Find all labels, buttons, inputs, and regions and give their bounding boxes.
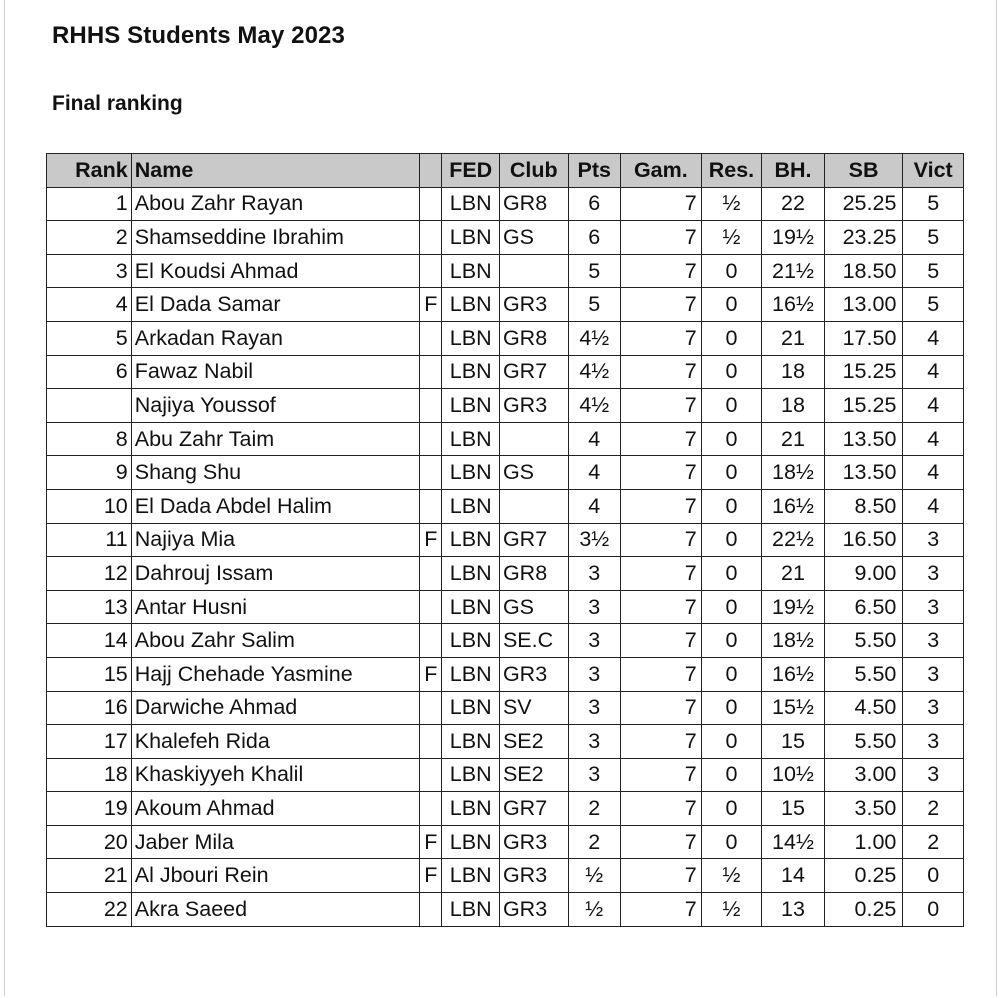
- cell-sex: [420, 187, 442, 221]
- cell-bh: 13: [762, 893, 825, 927]
- ranking-table: [46, 153, 964, 927]
- cell-sb: 16.50: [824, 523, 903, 557]
- table-row: [47, 725, 964, 759]
- cell-sex: [420, 624, 442, 658]
- cell-club: GR3: [499, 893, 568, 927]
- cell-gam: 7: [620, 489, 701, 523]
- cell-rank: 8: [47, 422, 132, 456]
- cell-res: ½: [701, 893, 762, 927]
- cell-vict: 3: [903, 624, 964, 658]
- cell-sex: [420, 792, 442, 826]
- cell-vict: 2: [903, 825, 964, 859]
- cell-club: GR7: [499, 792, 568, 826]
- cell-name: Khaskiyyeh Khalil: [131, 758, 420, 792]
- cell-pts: 3: [568, 590, 620, 624]
- cell-res: 0: [701, 355, 762, 389]
- cell-sb: 17.50: [824, 321, 903, 355]
- cell-name: Antar Husni: [131, 590, 420, 624]
- cell-gam: 7: [620, 355, 701, 389]
- cell-res: 0: [701, 758, 762, 792]
- cell-res: 0: [701, 489, 762, 523]
- cell-gam: 7: [620, 389, 701, 423]
- cell-vict: 5: [903, 288, 964, 322]
- cell-bh: 21: [762, 422, 825, 456]
- cell-gam: 7: [620, 288, 701, 322]
- cell-fed: LBN: [442, 422, 500, 456]
- cell-pts: 4: [568, 422, 620, 456]
- cell-res: 0: [701, 624, 762, 658]
- cell-gam: 7: [620, 624, 701, 658]
- cell-gam: 7: [620, 557, 701, 591]
- cell-club: GR7: [499, 523, 568, 557]
- table-row: [47, 288, 964, 322]
- cell-res: 0: [701, 557, 762, 591]
- cell-bh: 21½: [762, 254, 825, 288]
- cell-fed: LBN: [442, 355, 500, 389]
- cell-rank: 13: [47, 590, 132, 624]
- cell-club: GS: [499, 590, 568, 624]
- cell-vict: 3: [903, 557, 964, 591]
- cell-name: Shamseddine Ibrahim: [131, 221, 420, 255]
- cell-club: GR8: [499, 187, 568, 221]
- cell-gam: 7: [620, 221, 701, 255]
- table-row: [47, 590, 964, 624]
- cell-sex: [420, 557, 442, 591]
- cell-bh: 18½: [762, 456, 825, 490]
- table-row: [47, 893, 964, 927]
- cell-rank: 19: [47, 792, 132, 826]
- cell-club: [499, 254, 568, 288]
- cell-name: El Koudsi Ahmad: [131, 254, 420, 288]
- cell-pts: ½: [568, 859, 620, 893]
- cell-pts: 4½: [568, 389, 620, 423]
- cell-rank: 17: [47, 725, 132, 759]
- cell-sex: [420, 893, 442, 927]
- cell-rank: 21: [47, 859, 132, 893]
- cell-pts: 5: [568, 288, 620, 322]
- table-row: [47, 456, 964, 490]
- cell-pts: 3: [568, 691, 620, 725]
- cell-gam: 7: [620, 321, 701, 355]
- cell-club: GR3: [499, 657, 568, 691]
- cell-sex: F: [420, 288, 442, 322]
- cell-pts: 4: [568, 489, 620, 523]
- cell-club: GR3: [499, 859, 568, 893]
- cell-vict: 3: [903, 758, 964, 792]
- cell-vict: 5: [903, 221, 964, 255]
- cell-name: Arkadan Rayan: [131, 321, 420, 355]
- cell-gam: 7: [620, 725, 701, 759]
- cell-gam: 7: [620, 187, 701, 221]
- cell-club: GS: [499, 221, 568, 255]
- cell-club: [499, 422, 568, 456]
- header-name: Name: [131, 154, 420, 188]
- table-row: [47, 187, 964, 221]
- cell-name: Najiya Mia: [131, 523, 420, 557]
- cell-rank: 22: [47, 893, 132, 927]
- cell-vict: 3: [903, 590, 964, 624]
- cell-fed: LBN: [442, 557, 500, 591]
- cell-sex: [420, 691, 442, 725]
- cell-fed: LBN: [442, 657, 500, 691]
- table-row: [47, 355, 964, 389]
- cell-club: SE2: [499, 725, 568, 759]
- table-body: [47, 187, 964, 926]
- cell-vict: 4: [903, 422, 964, 456]
- cell-fed: LBN: [442, 725, 500, 759]
- cell-pts: 3: [568, 657, 620, 691]
- cell-pts: 4½: [568, 321, 620, 355]
- cell-sex: [420, 389, 442, 423]
- cell-sb: 13.00: [824, 288, 903, 322]
- cell-vict: 3: [903, 523, 964, 557]
- cell-res: 0: [701, 657, 762, 691]
- cell-pts: 2: [568, 825, 620, 859]
- cell-res: 0: [701, 321, 762, 355]
- cell-fed: LBN: [442, 691, 500, 725]
- cell-bh: 22½: [762, 523, 825, 557]
- cell-sb: 8.50: [824, 489, 903, 523]
- cell-fed: LBN: [442, 221, 500, 255]
- cell-rank: 11: [47, 523, 132, 557]
- cell-rank: 10: [47, 489, 132, 523]
- cell-sex: [420, 355, 442, 389]
- cell-sex: [420, 456, 442, 490]
- cell-name: Shang Shu: [131, 456, 420, 490]
- cell-fed: LBN: [442, 758, 500, 792]
- cell-bh: 15: [762, 725, 825, 759]
- cell-sb: 3.00: [824, 758, 903, 792]
- cell-name: Jaber Mila: [131, 825, 420, 859]
- cell-pts: 4½: [568, 355, 620, 389]
- cell-res: 0: [701, 792, 762, 826]
- cell-sex: [420, 254, 442, 288]
- cell-name: Hajj Chehade Yasmine: [131, 657, 420, 691]
- cell-res: 0: [701, 456, 762, 490]
- cell-name: Fawaz Nabil: [131, 355, 420, 389]
- cell-club: GR8: [499, 321, 568, 355]
- cell-gam: 7: [620, 792, 701, 826]
- cell-sex: [420, 489, 442, 523]
- cell-sex: [420, 422, 442, 456]
- cell-vict: 5: [903, 187, 964, 221]
- cell-sb: 0.25: [824, 893, 903, 927]
- cell-rank: 12: [47, 557, 132, 591]
- cell-bh: 18½: [762, 624, 825, 658]
- table-row: [47, 254, 964, 288]
- cell-rank: 9: [47, 456, 132, 490]
- cell-pts: 3: [568, 557, 620, 591]
- cell-pts: 5: [568, 254, 620, 288]
- cell-rank: 2: [47, 221, 132, 255]
- cell-res: 0: [701, 691, 762, 725]
- cell-vict: 4: [903, 489, 964, 523]
- cell-vict: 4: [903, 355, 964, 389]
- page-title: RHHS Students May 2023: [52, 22, 345, 49]
- cell-bh: 16½: [762, 657, 825, 691]
- cell-club: SE.C: [499, 624, 568, 658]
- cell-sb: 1.00: [824, 825, 903, 859]
- cell-fed: LBN: [442, 590, 500, 624]
- table-row: [47, 321, 964, 355]
- header-club: Club: [499, 154, 568, 188]
- cell-bh: 16½: [762, 288, 825, 322]
- cell-fed: LBN: [442, 254, 500, 288]
- table-row: [47, 758, 964, 792]
- cell-sb: 15.25: [824, 355, 903, 389]
- cell-sex: F: [420, 657, 442, 691]
- cell-club: GR8: [499, 557, 568, 591]
- cell-sex: [420, 221, 442, 255]
- cell-bh: 16½: [762, 489, 825, 523]
- cell-vict: 4: [903, 389, 964, 423]
- table-row: [47, 523, 964, 557]
- cell-sex: [420, 590, 442, 624]
- table-header-row: [47, 154, 964, 188]
- cell-bh: 18: [762, 389, 825, 423]
- cell-club: SV: [499, 691, 568, 725]
- cell-rank: 18: [47, 758, 132, 792]
- cell-pts: 6: [568, 187, 620, 221]
- cell-res: ½: [701, 221, 762, 255]
- cell-gam: 7: [620, 859, 701, 893]
- cell-gam: 7: [620, 456, 701, 490]
- header-rank: Rank: [47, 154, 132, 188]
- cell-sb: 9.00: [824, 557, 903, 591]
- cell-pts: ½: [568, 893, 620, 927]
- cell-rank: 5: [47, 321, 132, 355]
- cell-pts: 4: [568, 456, 620, 490]
- cell-bh: 19½: [762, 590, 825, 624]
- cell-vict: 4: [903, 321, 964, 355]
- header-vict: Vict: [903, 154, 964, 188]
- table-row: [47, 859, 964, 893]
- cell-sb: 18.50: [824, 254, 903, 288]
- cell-bh: 15½: [762, 691, 825, 725]
- cell-gam: 7: [620, 893, 701, 927]
- table-row: [47, 221, 964, 255]
- cell-pts: 6: [568, 221, 620, 255]
- cell-fed: LBN: [442, 489, 500, 523]
- cell-bh: 19½: [762, 221, 825, 255]
- cell-name: Al Jbouri Rein: [131, 859, 420, 893]
- cell-club: GR3: [499, 389, 568, 423]
- table-row: [47, 489, 964, 523]
- table-row: [47, 624, 964, 658]
- cell-vict: 3: [903, 725, 964, 759]
- header-sex: [420, 154, 442, 188]
- cell-name: Najiya Youssof: [131, 389, 420, 423]
- cell-sex: F: [420, 523, 442, 557]
- cell-res: ½: [701, 187, 762, 221]
- cell-fed: LBN: [442, 456, 500, 490]
- header-pts: Pts: [568, 154, 620, 188]
- cell-club: GR7: [499, 355, 568, 389]
- cell-fed: LBN: [442, 523, 500, 557]
- cell-rank: 14: [47, 624, 132, 658]
- cell-bh: 18: [762, 355, 825, 389]
- cell-club: GR3: [499, 288, 568, 322]
- cell-fed: LBN: [442, 624, 500, 658]
- cell-name: Abu Zahr Taim: [131, 422, 420, 456]
- cell-sex: F: [420, 825, 442, 859]
- cell-gam: 7: [620, 657, 701, 691]
- cell-name: Abou Zahr Salim: [131, 624, 420, 658]
- table-row: [47, 389, 964, 423]
- cell-vict: 0: [903, 859, 964, 893]
- cell-sb: 15.25: [824, 389, 903, 423]
- cell-bh: 10½: [762, 758, 825, 792]
- header-gam: Gam.: [620, 154, 701, 188]
- cell-res: 0: [701, 254, 762, 288]
- cell-sex: [420, 758, 442, 792]
- cell-res: 0: [701, 288, 762, 322]
- cell-rank: [47, 389, 132, 423]
- cell-pts: 3: [568, 725, 620, 759]
- cell-sex: F: [420, 859, 442, 893]
- cell-pts: 3½: [568, 523, 620, 557]
- header-bh: BH.: [762, 154, 825, 188]
- cell-club: GS: [499, 456, 568, 490]
- cell-fed: LBN: [442, 825, 500, 859]
- cell-gam: 7: [620, 590, 701, 624]
- cell-sex: [420, 321, 442, 355]
- cell-rank: 20: [47, 825, 132, 859]
- cell-bh: 22: [762, 187, 825, 221]
- cell-sb: 5.50: [824, 725, 903, 759]
- cell-bh: 14½: [762, 825, 825, 859]
- cell-gam: 7: [620, 254, 701, 288]
- table-row: [47, 422, 964, 456]
- page-subtitle: Final ranking: [52, 92, 183, 115]
- cell-club: GR3: [499, 825, 568, 859]
- cell-res: 0: [701, 725, 762, 759]
- cell-pts: 3: [568, 624, 620, 658]
- cell-bh: 21: [762, 557, 825, 591]
- cell-sb: 25.25: [824, 187, 903, 221]
- cell-name: El Dada Samar: [131, 288, 420, 322]
- table-row: [47, 657, 964, 691]
- cell-vict: 5: [903, 254, 964, 288]
- table-row: [47, 792, 964, 826]
- cell-bh: 21: [762, 321, 825, 355]
- cell-name: Akra Saeed: [131, 893, 420, 927]
- cell-res: 0: [701, 590, 762, 624]
- cell-gam: 7: [620, 422, 701, 456]
- cell-gam: 7: [620, 691, 701, 725]
- cell-fed: LBN: [442, 288, 500, 322]
- cell-res: ½: [701, 859, 762, 893]
- cell-fed: LBN: [442, 893, 500, 927]
- cell-sb: 13.50: [824, 456, 903, 490]
- table-row: [47, 825, 964, 859]
- cell-sb: 6.50: [824, 590, 903, 624]
- table-row: [47, 691, 964, 725]
- cell-gam: 7: [620, 523, 701, 557]
- cell-rank: 1: [47, 187, 132, 221]
- cell-rank: 6: [47, 355, 132, 389]
- cell-vict: 3: [903, 657, 964, 691]
- cell-name: El Dada Abdel Halim: [131, 489, 420, 523]
- cell-rank: 16: [47, 691, 132, 725]
- cell-gam: 7: [620, 825, 701, 859]
- cell-bh: 14: [762, 859, 825, 893]
- cell-res: 0: [701, 523, 762, 557]
- table-row: [47, 557, 964, 591]
- header-sb: SB: [824, 154, 903, 188]
- cell-name: Khalefeh Rida: [131, 725, 420, 759]
- cell-gam: 7: [620, 758, 701, 792]
- cell-name: Dahrouj Issam: [131, 557, 420, 591]
- cell-club: SE2: [499, 758, 568, 792]
- cell-rank: 15: [47, 657, 132, 691]
- cell-name: Darwiche Ahmad: [131, 691, 420, 725]
- cell-sb: 23.25: [824, 221, 903, 255]
- cell-pts: 3: [568, 758, 620, 792]
- cell-rank: 4: [47, 288, 132, 322]
- cell-sb: 0.25: [824, 859, 903, 893]
- cell-rank: 3: [47, 254, 132, 288]
- cell-sb: 5.50: [824, 624, 903, 658]
- cell-res: 0: [701, 389, 762, 423]
- cell-sb: 4.50: [824, 691, 903, 725]
- cell-res: 0: [701, 825, 762, 859]
- cell-vict: 3: [903, 691, 964, 725]
- cell-bh: 15: [762, 792, 825, 826]
- header-fed: FED: [442, 154, 500, 188]
- cell-sb: 5.50: [824, 657, 903, 691]
- cell-fed: LBN: [442, 389, 500, 423]
- cell-vict: 4: [903, 456, 964, 490]
- header-res: Res.: [701, 154, 762, 188]
- cell-sb: 13.50: [824, 422, 903, 456]
- cell-sex: [420, 725, 442, 759]
- cell-vict: 0: [903, 893, 964, 927]
- cell-name: Abou Zahr Rayan: [131, 187, 420, 221]
- cell-name: Akoum Ahmad: [131, 792, 420, 826]
- cell-fed: LBN: [442, 792, 500, 826]
- cell-club: [499, 489, 568, 523]
- cell-sb: 3.50: [824, 792, 903, 826]
- cell-fed: LBN: [442, 187, 500, 221]
- cell-vict: 2: [903, 792, 964, 826]
- cell-fed: LBN: [442, 321, 500, 355]
- cell-res: 0: [701, 422, 762, 456]
- cell-fed: LBN: [442, 859, 500, 893]
- cell-pts: 2: [568, 792, 620, 826]
